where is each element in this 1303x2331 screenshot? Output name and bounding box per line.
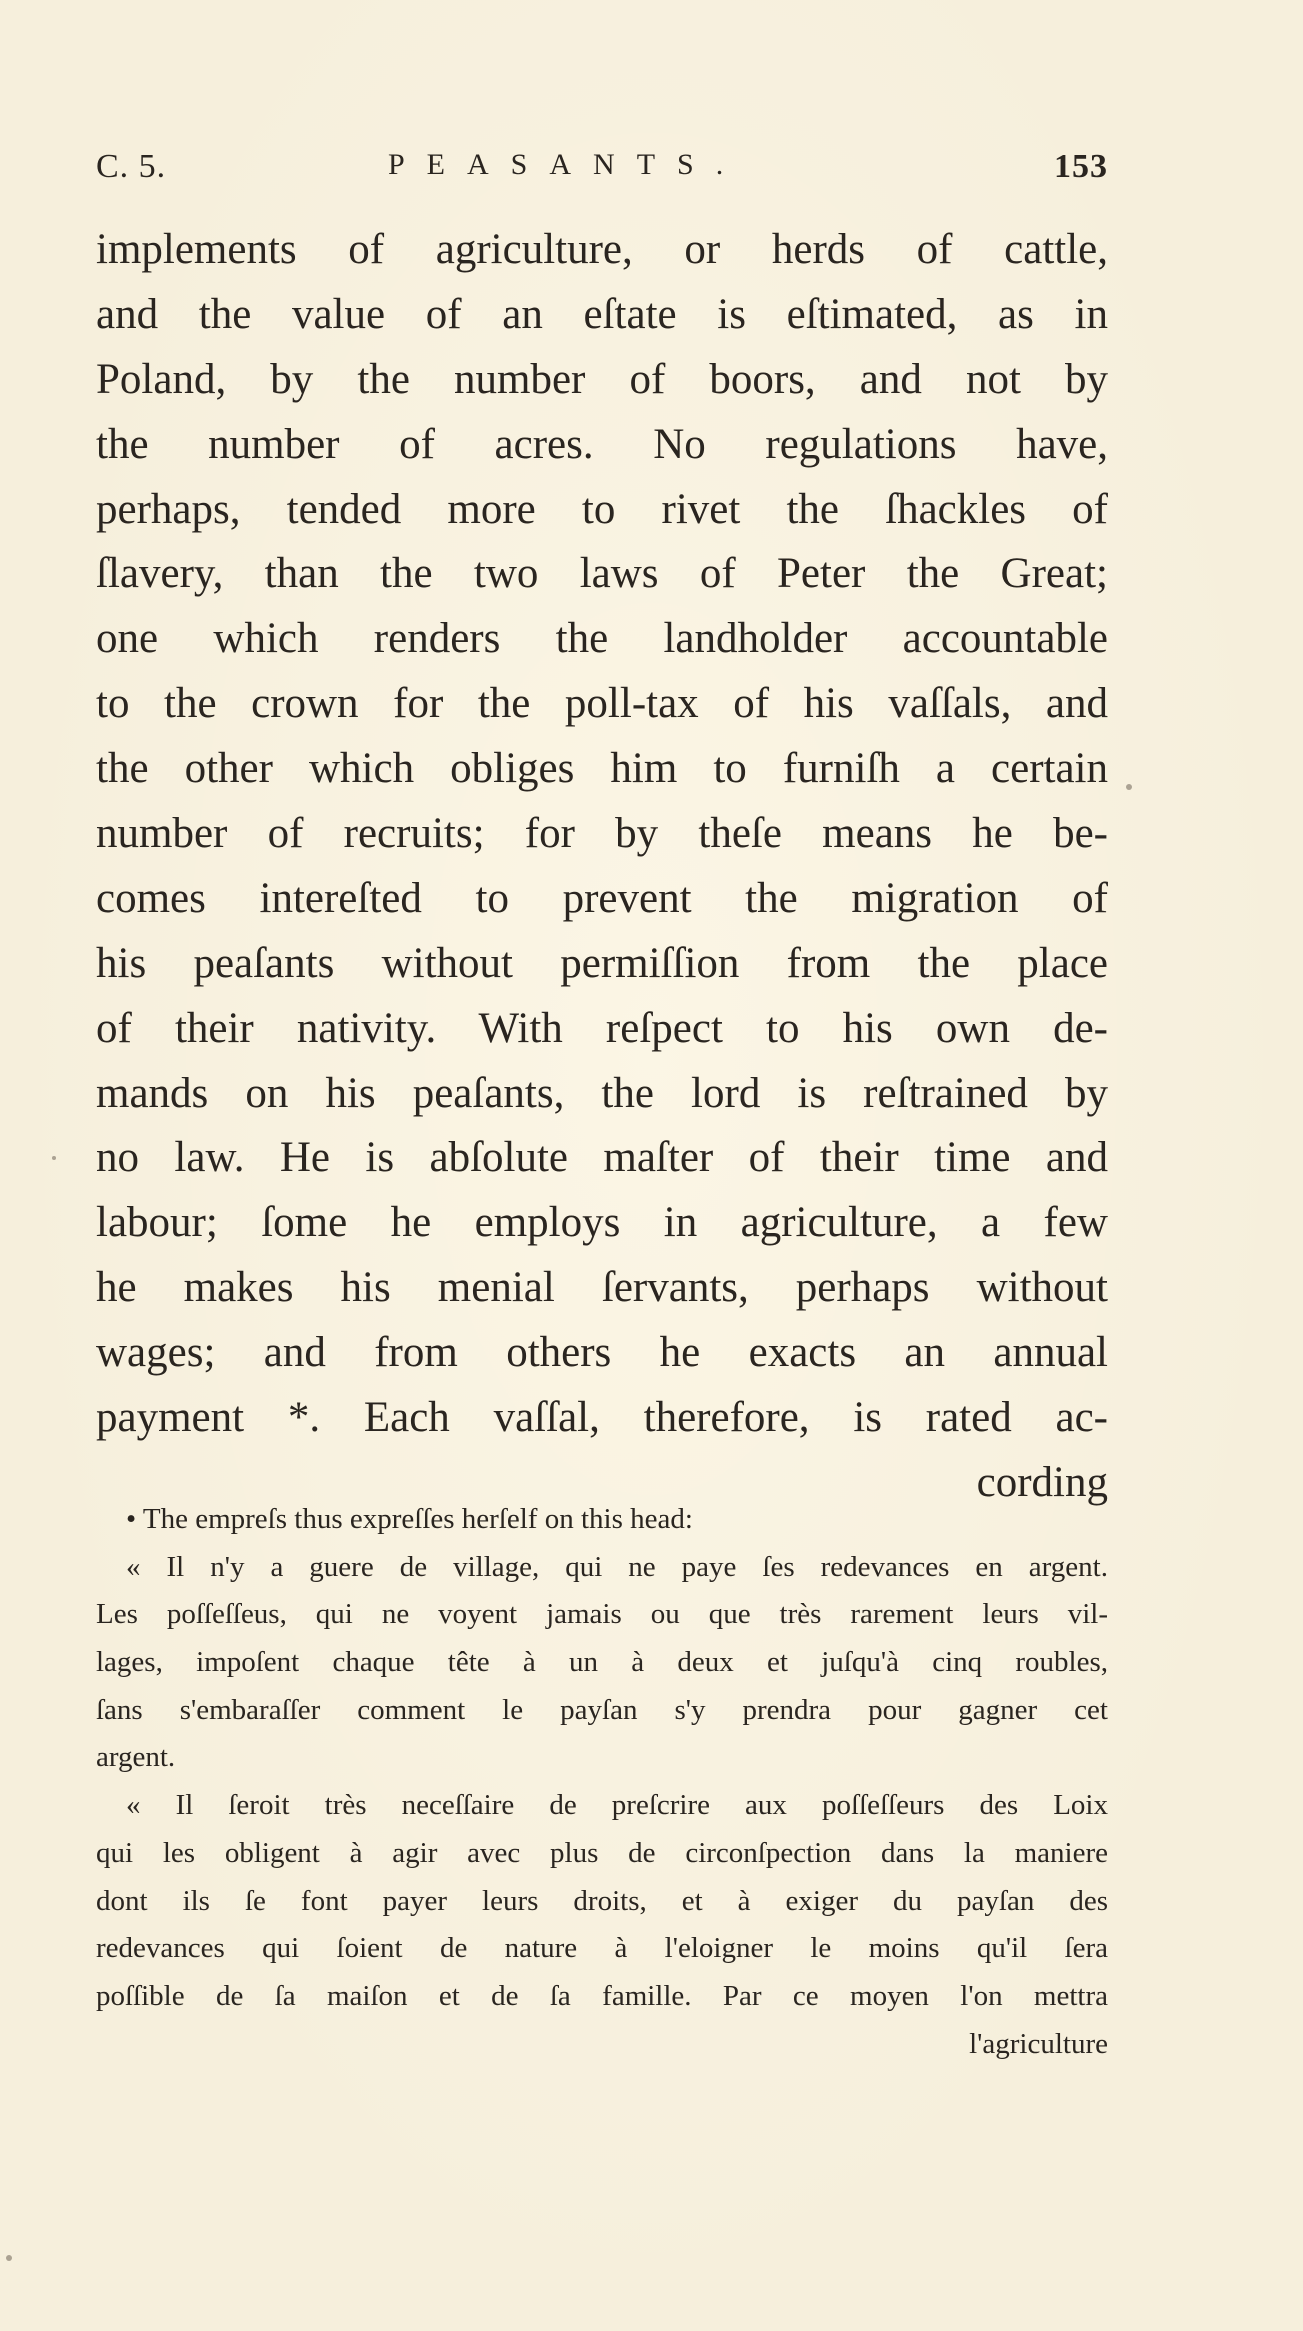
body-line: number of recruits; for by theſe means he be- [96,810,1108,858]
body-line: and the value of an eſtate is eſtimated, as in [96,290,1108,338]
body-line: ſlavery, than the two laws of Peter the Great; [96,550,1108,598]
body-line: his peaſants without permiſſion from the place [96,939,1108,987]
running-head [96,148,1108,188]
footnote-line: redevances qui ſoient de nature à l'eloigner le moins qu'il ſera [96,1932,1108,1965]
body-text [96,218,1108,1516]
catchword: cording [976,1458,1108,1506]
ink-speck [6,2255,12,2261]
body-line: comes intereſted to prevent the migration of [96,874,1108,922]
footnote-line: « Il ſeroit très neceſſaire de preſcrire aux poſſeſſeurs des Loix [126,1789,1108,1822]
body-line: the other which obliges him to furniſh a certain [96,745,1108,793]
footnote-line: • The empreſs thus expreſſes herſelf on this head: [126,1503,693,1535]
chapter-label: C. 5. [96,148,167,185]
footnote-line: Les poſſeſſeus, qui ne voyent jamais ou que très rarement leurs vil- [96,1598,1108,1631]
footnote-line: « Il n'y a guere de village, qui ne paye ſes redevances en argent. [126,1550,1108,1583]
body-line: one which renders the landholder accountable [96,615,1108,663]
body-line: he makes his menial ſervants, perhaps without [96,1264,1108,1312]
body-line: to the crown for the poll-tax of his vaſſals, and [96,680,1108,728]
footnote-line: ſans s'embaraſſer comment le payſan s'y prendra pour gagner cet [96,1693,1108,1726]
ink-speck [52,1156,56,1160]
footnote-line: dont ils ſe font payer leurs droits, et à exiger du payſan des [96,1884,1108,1917]
body-line: Poland, by the number of boors, and not by [96,355,1108,403]
body-line: perhaps, tended more to rivet the ſhackles of [96,485,1108,533]
footnote-line: argent. [96,1741,176,1774]
body-line: of their nativity. With reſpect to his own de- [96,1004,1108,1052]
body-line: mands on his peaſants, the lord is reſtrained by [96,1069,1108,1117]
page-number: 153 [1054,148,1108,185]
footnote-line: poſſible de ſa maiſon et de ſa famille. Par ce moyen l'on mettra [96,1979,1108,2012]
body-line: labour; ſome he employs in agriculture, a few [96,1199,1108,1247]
footnote-catchword: l'agriculture [969,2027,1108,2060]
body-line: payment *. Each vaſſal, therefore, is rated ac- [96,1394,1108,1442]
ink-speck [1126,784,1132,790]
body-line: wages; and from others he exacts an annual [96,1329,1108,1377]
footnote-line: lages, impoſent chaque tête à un à deux et juſqu'à cinq roubles, [96,1646,1108,1679]
footnotes [96,1496,1108,2068]
body-line: no law. He is abſolute maſter of their time and [96,1134,1108,1182]
body-line: implements of agriculture, or herds of cattle, [96,226,1108,273]
section-title: PEASANTS. [388,148,746,181]
body-line: the number of acres. No regulations have, [96,420,1108,468]
footnote-line: qui les obligent à agir avec plus de circonſpection dans la maniere [96,1836,1108,1869]
